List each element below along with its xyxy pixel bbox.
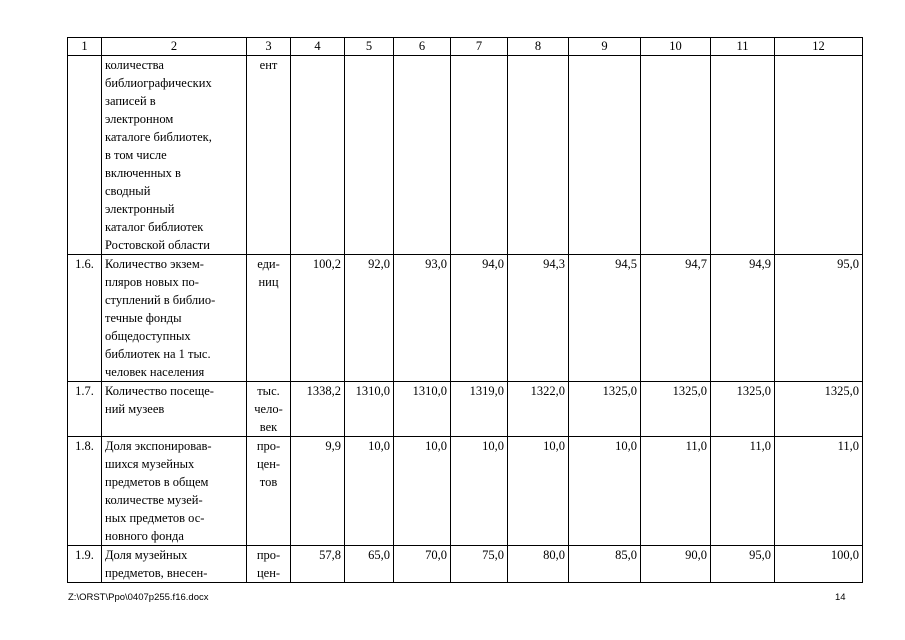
value-cell: 80,0 (508, 546, 569, 583)
value-cell: 94,3 (508, 255, 569, 382)
value-cell (291, 56, 345, 255)
indicator-name-line: библиографических (105, 76, 212, 90)
value-cell: 1310,0 (394, 382, 451, 437)
value-cell: 1310,0 (345, 382, 394, 437)
table-row (68, 382, 863, 437)
indicator-name-line: пляров новых по- (105, 275, 199, 289)
indicator-name-cell (102, 546, 247, 583)
value-cell: 1319,0 (451, 382, 508, 437)
column-number-cell: 6 (394, 38, 451, 56)
value-cell: 94,9 (711, 255, 775, 382)
unit-cell (247, 56, 291, 255)
value-cell: 75,0 (451, 546, 508, 583)
row-number-cell: 1.8. (68, 437, 102, 546)
indicator-name-line: каталог библиотек (105, 220, 204, 234)
column-number-row (68, 38, 863, 56)
indicator-name-line: сводный (105, 184, 151, 198)
value-cell: 1322,0 (508, 382, 569, 437)
value-cell: 94,5 (569, 255, 641, 382)
footer-file-path: Z:\ORST\Ppo\0407p255.f16.docx (68, 592, 209, 603)
value-cell: 1338,2 (291, 382, 345, 437)
indicator-name-cell (102, 56, 247, 255)
value-cell: 11,0 (775, 437, 863, 546)
value-cell: 94,7 (641, 255, 711, 382)
value-cell: 10,0 (451, 437, 508, 546)
column-number-cell: 11 (711, 38, 775, 56)
value-cell: 11,0 (641, 437, 711, 546)
value-cell: 94,0 (451, 255, 508, 382)
row-number-cell (68, 56, 102, 255)
indicator-name-line: электронном (105, 112, 174, 126)
table-row (68, 437, 863, 546)
indicator-name-line: Доля музейных (105, 548, 188, 562)
value-cell: 90,0 (641, 546, 711, 583)
value-cell: 85,0 (569, 546, 641, 583)
column-number-cell: 2 (102, 38, 247, 56)
indicator-name-line: Ростовской области (105, 238, 210, 252)
value-cell: 1325,0 (775, 382, 863, 437)
unit-line: ниц (258, 275, 279, 289)
unit-cell (247, 255, 291, 382)
indicator-name-line: Количество посеще- (105, 384, 214, 398)
indicator-name-line: записей в (105, 94, 156, 108)
value-cell: 10,0 (345, 437, 394, 546)
indicator-name-line: в том числе (105, 148, 167, 162)
value-cell (394, 56, 451, 255)
indicator-name-line: количества (105, 58, 164, 72)
row-number-cell: 1.7. (68, 382, 102, 437)
table-row (68, 546, 863, 583)
unit-line: тов (259, 475, 278, 489)
value-cell: 1325,0 (641, 382, 711, 437)
indicator-name-line: общедоступных (105, 329, 191, 343)
indicator-name-line: электронный (105, 202, 175, 216)
table-row (68, 56, 863, 255)
unit-cell (247, 546, 291, 583)
column-number-cell: 9 (569, 38, 641, 56)
indicator-name-line: шихся музейных (105, 457, 195, 471)
column-number-cell: 4 (291, 38, 345, 56)
value-cell: 1325,0 (711, 382, 775, 437)
indicator-name-line: человек населения (105, 365, 205, 379)
unit-line: про- (256, 439, 281, 453)
row-number-cell: 1.9. (68, 546, 102, 583)
indicator-name-cell (102, 382, 247, 437)
value-cell: 11,0 (711, 437, 775, 546)
unit-line: ент (259, 58, 278, 72)
value-cell: 92,0 (345, 255, 394, 382)
indicator-name-line: ний музеев (105, 402, 165, 416)
indicator-name-line: каталоге библиотек, (105, 130, 212, 144)
value-cell: 65,0 (345, 546, 394, 583)
value-cell: 9,9 (291, 437, 345, 546)
column-number-cell: 3 (247, 38, 291, 56)
value-cell: 93,0 (394, 255, 451, 382)
indicator-name-line: предметов в общем (105, 475, 209, 489)
unit-cell (247, 382, 291, 437)
value-cell (451, 56, 508, 255)
value-cell: 10,0 (508, 437, 569, 546)
indicator-name-line: библиотек на 1 тыс. (105, 347, 211, 361)
value-cell: 10,0 (569, 437, 641, 546)
unit-line: тыс. (257, 384, 280, 398)
value-cell: 70,0 (394, 546, 451, 583)
indicator-name-cell (102, 437, 247, 546)
footer-page-number: 14 (835, 592, 846, 603)
indicator-name-line: включенных в (105, 166, 181, 180)
indicator-name-line: ступлений в библио- (105, 293, 216, 307)
indicator-name-line: течные фонды (105, 311, 182, 325)
value-cell (641, 56, 711, 255)
value-cell (508, 56, 569, 255)
value-cell (711, 56, 775, 255)
indicator-name-line: Доля экспонировав- (105, 439, 212, 453)
indicator-name-line: Количество экзем- (105, 257, 204, 271)
row-number-cell: 1.6. (68, 255, 102, 382)
unit-line: цен- (256, 566, 281, 580)
indicator-name-line: количестве музей- (105, 493, 203, 507)
column-number-cell: 1 (68, 38, 102, 56)
value-cell: 100,0 (775, 546, 863, 583)
value-cell (569, 56, 641, 255)
value-cell: 1325,0 (569, 382, 641, 437)
value-cell: 95,0 (711, 546, 775, 583)
unit-line: век (259, 420, 278, 434)
unit-line: про- (256, 548, 281, 562)
column-number-cell: 12 (775, 38, 863, 56)
column-number-cell: 10 (641, 38, 711, 56)
value-cell: 95,0 (775, 255, 863, 382)
value-cell: 100,2 (291, 255, 345, 382)
value-cell (775, 56, 863, 255)
unit-line: цен- (256, 457, 281, 471)
column-number-cell: 5 (345, 38, 394, 56)
value-cell: 10,0 (394, 437, 451, 546)
indicator-name-line: новного фонда (105, 529, 184, 543)
value-cell: 57,8 (291, 546, 345, 583)
indicators-table (67, 37, 863, 583)
indicator-name-line: ных предметов ос- (105, 511, 205, 525)
column-number-cell: 7 (451, 38, 508, 56)
unit-cell (247, 437, 291, 546)
unit-line: чело- (254, 402, 283, 416)
indicator-name-cell (102, 255, 247, 382)
table-row (68, 255, 863, 382)
unit-line: еди- (257, 257, 280, 271)
column-number-cell: 8 (508, 38, 569, 56)
value-cell (345, 56, 394, 255)
indicator-name-line: предметов, внесен- (105, 566, 208, 580)
